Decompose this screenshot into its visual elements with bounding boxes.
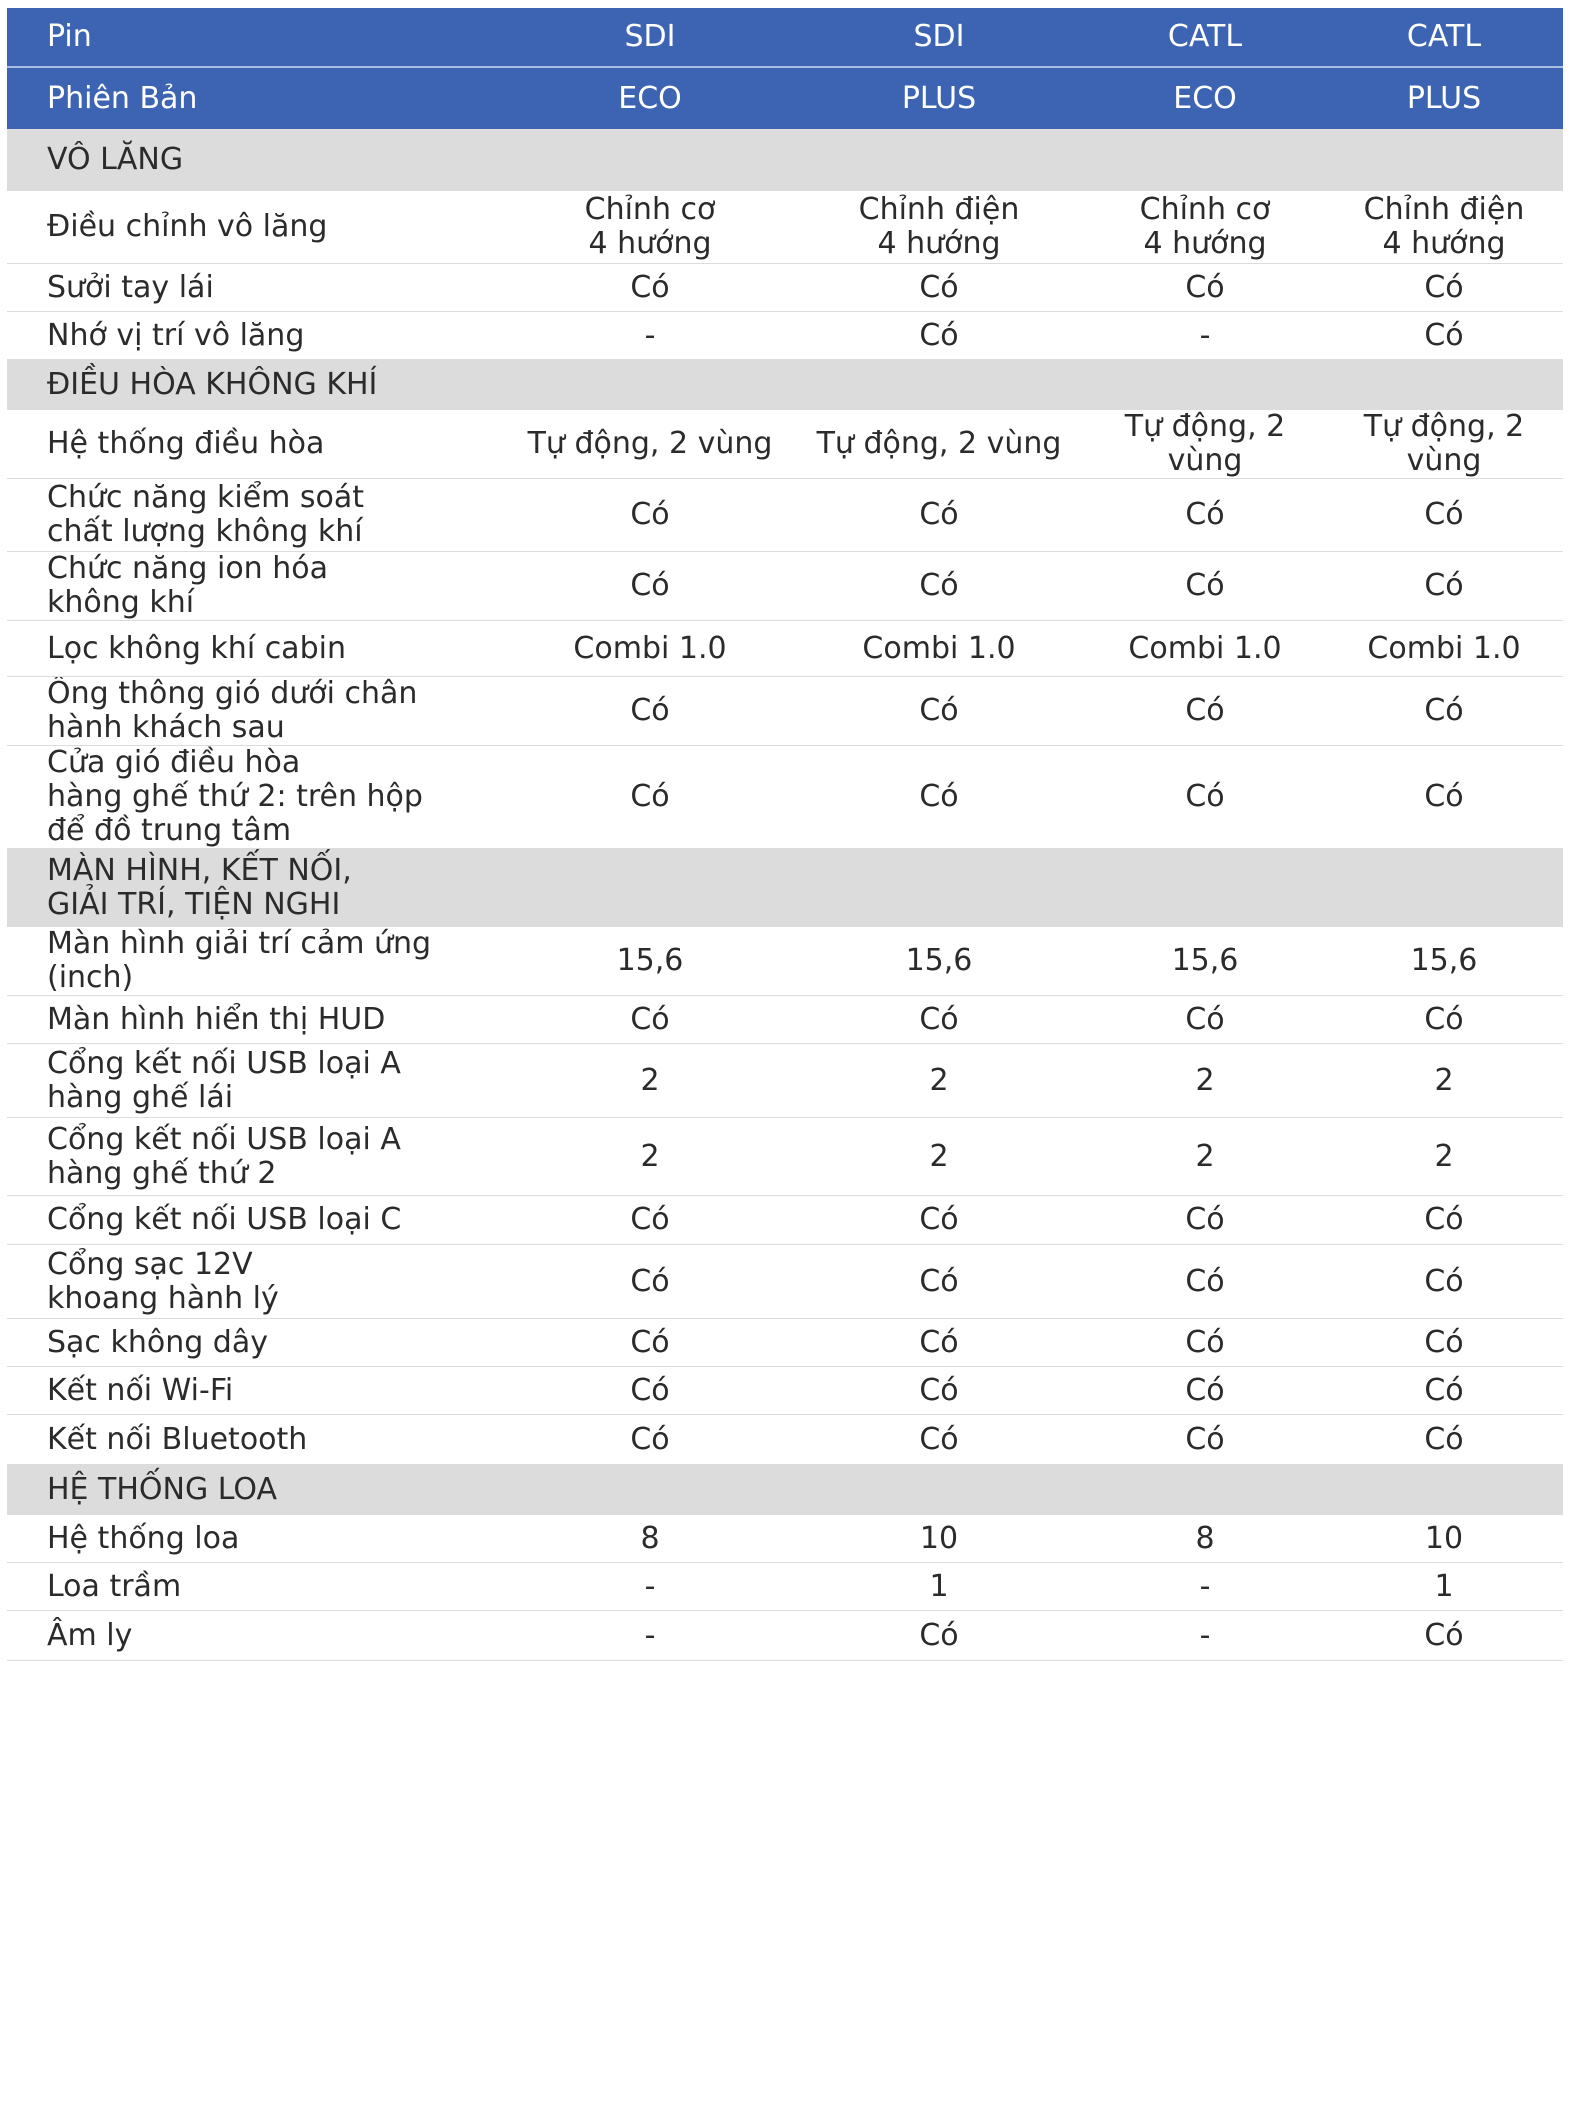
header-version-label: Phiên Bản — [7, 67, 507, 129]
row-label: Ống thông gió dưới chân hành khách sau — [7, 677, 507, 746]
row-value: 8 — [1085, 1515, 1325, 1563]
row-value: Có — [507, 264, 793, 312]
row-value: Có — [507, 479, 793, 552]
table-row — [7, 1515, 1563, 1563]
row-value: Có — [1325, 1196, 1563, 1245]
table-row — [7, 312, 1563, 360]
header-row-version — [7, 67, 1563, 129]
row-value: Có — [793, 1196, 1085, 1245]
row-value: 10 — [793, 1515, 1085, 1563]
row-label: Âm ly — [7, 1611, 507, 1661]
table-row — [7, 1563, 1563, 1611]
row-value: 2 — [793, 1118, 1085, 1196]
table-row — [7, 996, 1563, 1044]
row-label: Kết nối Bluetooth — [7, 1415, 507, 1465]
row-label: Cổng kết nối USB loại C — [7, 1196, 507, 1245]
row-value: Có — [1325, 677, 1563, 746]
row-value: Có — [793, 996, 1085, 1044]
row-value: Combi 1.0 — [1085, 621, 1325, 677]
row-label: Chức năng kiểm soát chất lượng không khí — [7, 479, 507, 552]
row-value: Chỉnh điện 4 hướng — [1325, 191, 1563, 264]
section-header-row — [7, 360, 1563, 411]
header-pin-label: Pin — [7, 8, 507, 67]
table-row — [7, 552, 1563, 621]
table-row — [7, 1367, 1563, 1415]
row-value: Có — [1085, 1196, 1325, 1245]
row-value: Có — [1325, 479, 1563, 552]
header-version-value: ECO — [1085, 67, 1325, 129]
row-value: Tự động, 2 vùng — [793, 410, 1085, 479]
spec-table-body — [7, 8, 1563, 1661]
table-row — [7, 1196, 1563, 1245]
row-value: Tự động, 2 vùng — [507, 410, 793, 479]
row-value: Tự động, 2 vùng — [1085, 410, 1325, 479]
row-label: Màn hình giải trí cảm ứng (inch) — [7, 927, 507, 996]
row-label: Nhớ vị trí vô lăng — [7, 312, 507, 360]
row-value: Có — [793, 1415, 1085, 1465]
row-value: Có — [507, 1367, 793, 1415]
row-value: Có — [507, 1415, 793, 1465]
row-value: Có — [1325, 312, 1563, 360]
header-row-pin — [7, 8, 1563, 67]
row-value: 15,6 — [507, 927, 793, 996]
row-value: Có — [507, 996, 793, 1044]
table-row — [7, 677, 1563, 746]
row-label: Màn hình hiển thị HUD — [7, 996, 507, 1044]
section-title: VÔ LĂNG — [7, 129, 1563, 191]
header-pin-value: CATL — [1085, 8, 1325, 67]
table-row — [7, 410, 1563, 479]
header-pin-value: SDI — [793, 8, 1085, 67]
table-row — [7, 1044, 1563, 1118]
table-row — [7, 1118, 1563, 1196]
row-value: 2 — [1085, 1118, 1325, 1196]
section-header-row — [7, 1465, 1563, 1516]
row-value: Có — [793, 1245, 1085, 1319]
table-row — [7, 1319, 1563, 1367]
row-value: - — [1085, 312, 1325, 360]
row-value: Có — [1085, 1367, 1325, 1415]
row-label: Cổng kết nối USB loại A hàng ghế thứ 2 — [7, 1118, 507, 1196]
row-label: Chức năng ion hóa không khí — [7, 552, 507, 621]
row-value: Có — [1085, 677, 1325, 746]
section-title: MÀN HÌNH, KẾT NỐI, GIẢI TRÍ, TIỆN NGHI — [7, 849, 1563, 928]
table-row — [7, 1611, 1563, 1661]
row-value: Có — [1085, 1415, 1325, 1465]
table-row — [7, 927, 1563, 996]
row-label: Hệ thống điều hòa — [7, 410, 507, 479]
row-value: Có — [1085, 1245, 1325, 1319]
row-value: 2 — [1325, 1118, 1563, 1196]
row-value: Có — [793, 746, 1085, 849]
row-value: 8 — [507, 1515, 793, 1563]
row-value: 2 — [507, 1118, 793, 1196]
row-value: Có — [507, 1196, 793, 1245]
table-row — [7, 1245, 1563, 1319]
row-label: Kết nối Wi-Fi — [7, 1367, 507, 1415]
table-row — [7, 191, 1563, 264]
row-value: 15,6 — [793, 927, 1085, 996]
row-value: 2 — [1325, 1044, 1563, 1118]
row-value: Có — [1085, 479, 1325, 552]
row-value: Có — [1325, 1611, 1563, 1661]
header-version-value: PLUS — [793, 67, 1085, 129]
table-row — [7, 621, 1563, 677]
row-value: 2 — [507, 1044, 793, 1118]
row-value: Tự động, 2 vùng — [1325, 410, 1563, 479]
row-label: Sạc không dây — [7, 1319, 507, 1367]
row-value: Có — [793, 479, 1085, 552]
row-value: Có — [1085, 746, 1325, 849]
row-label: Loa trầm — [7, 1563, 507, 1611]
table-row — [7, 746, 1563, 849]
row-value: Có — [1325, 1415, 1563, 1465]
row-value: Có — [507, 1245, 793, 1319]
section-title: ĐIỀU HÒA KHÔNG KHÍ — [7, 360, 1563, 411]
section-title: HỆ THỐNG LOA — [7, 1465, 1563, 1516]
spec-table — [7, 8, 1563, 1661]
row-value: Có — [507, 677, 793, 746]
row-value: - — [1085, 1563, 1325, 1611]
row-value: Có — [793, 1611, 1085, 1661]
row-value: - — [507, 1563, 793, 1611]
section-header-row — [7, 129, 1563, 191]
row-value: - — [507, 312, 793, 360]
row-value: 15,6 — [1325, 927, 1563, 996]
row-label: Cửa gió điều hòa hàng ghế thứ 2: trên hộp để đồ trung tâm — [7, 746, 507, 849]
header-pin-value: CATL — [1325, 8, 1563, 67]
table-row — [7, 1415, 1563, 1465]
header-version-value: ECO — [507, 67, 793, 129]
row-value: Có — [1085, 264, 1325, 312]
row-value: Có — [793, 312, 1085, 360]
header-version-value: PLUS — [1325, 67, 1563, 129]
row-value: Có — [1325, 996, 1563, 1044]
row-value: Chỉnh cơ 4 hướng — [507, 191, 793, 264]
row-label: Cổng sạc 12V khoang hành lý — [7, 1245, 507, 1319]
row-value: Có — [1325, 1245, 1563, 1319]
row-value: Có — [1085, 552, 1325, 621]
row-value: Chỉnh cơ 4 hướng — [1085, 191, 1325, 264]
row-label: Hệ thống loa — [7, 1515, 507, 1563]
row-value: Có — [1325, 1367, 1563, 1415]
row-value: Có — [1325, 1319, 1563, 1367]
section-header-row — [7, 849, 1563, 928]
row-value: Có — [793, 1319, 1085, 1367]
row-value: 10 — [1325, 1515, 1563, 1563]
row-value: Có — [1085, 1319, 1325, 1367]
row-value: Chỉnh điện 4 hướng — [793, 191, 1085, 264]
row-value: Có — [507, 746, 793, 849]
row-label: Sưởi tay lái — [7, 264, 507, 312]
row-value: Có — [793, 677, 1085, 746]
row-label: Lọc không khí cabin — [7, 621, 507, 677]
row-value: Có — [1325, 552, 1563, 621]
row-value: 2 — [793, 1044, 1085, 1118]
row-value: 15,6 — [1085, 927, 1325, 996]
row-value: Có — [507, 552, 793, 621]
row-label: Điều chỉnh vô lăng — [7, 191, 507, 264]
row-value: Có — [793, 1367, 1085, 1415]
row-value: Có — [1085, 996, 1325, 1044]
header-pin-value: SDI — [507, 8, 793, 67]
row-value: - — [1085, 1611, 1325, 1661]
row-value: Có — [1325, 746, 1563, 849]
table-row — [7, 264, 1563, 312]
row-value: Combi 1.0 — [793, 621, 1085, 677]
row-label: Cổng kết nối USB loại A hàng ghế lái — [7, 1044, 507, 1118]
row-value: Combi 1.0 — [1325, 621, 1563, 677]
row-value: 2 — [1085, 1044, 1325, 1118]
row-value: Combi 1.0 — [507, 621, 793, 677]
row-value: 1 — [1325, 1563, 1563, 1611]
table-row — [7, 479, 1563, 552]
row-value: 1 — [793, 1563, 1085, 1611]
row-value: Có — [793, 552, 1085, 621]
row-value: - — [507, 1611, 793, 1661]
row-value: Có — [793, 264, 1085, 312]
row-value: Có — [1325, 264, 1563, 312]
row-value: Có — [507, 1319, 793, 1367]
